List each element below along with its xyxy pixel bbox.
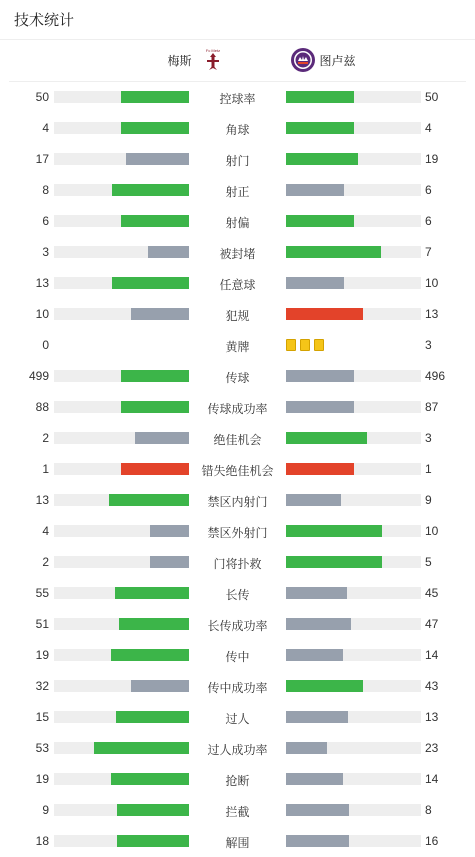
stat-label: 禁区内射门 — [207, 495, 268, 509]
away-value: 4 — [425, 121, 432, 135]
stat-label: 长传 — [225, 588, 250, 602]
home-bar-track — [54, 308, 189, 320]
away-value: 14 — [425, 772, 439, 786]
away-bar — [286, 153, 358, 165]
away-bar — [286, 773, 343, 785]
stat-label: 犯规 — [225, 309, 250, 323]
stat-label: 过人 — [225, 712, 250, 726]
stat-label: 角球 — [225, 123, 250, 137]
svg-text:Fc Metz: Fc Metz — [205, 48, 220, 53]
home-bar — [94, 742, 189, 754]
away-value: 14 — [425, 648, 439, 662]
away-bar — [286, 215, 354, 227]
teams-row — [9, 40, 466, 82]
stat-row — [0, 485, 475, 516]
stat-label: 解围 — [225, 836, 250, 850]
away-bar-track — [286, 432, 421, 444]
away-value: 16 — [425, 834, 439, 848]
home-bar-track — [54, 494, 189, 506]
home-bar-track — [54, 370, 189, 382]
home-bar — [150, 525, 189, 537]
stats-header — [0, 0, 475, 40]
away-bar-track — [286, 680, 421, 692]
home-team[interactable] — [167, 47, 225, 73]
away-bar — [286, 401, 354, 413]
stat-row — [0, 423, 475, 454]
away-value: 9 — [425, 493, 432, 507]
stat-row — [0, 764, 475, 795]
home-bar — [112, 184, 189, 196]
away-bar-track — [286, 711, 421, 723]
home-bar — [119, 618, 189, 630]
stat-row — [0, 640, 475, 671]
away-bar — [286, 91, 354, 103]
stat-label: 射正 — [225, 185, 250, 199]
away-bar — [286, 742, 327, 754]
away-bar-track — [286, 742, 421, 754]
stat-label: 传中成功率 — [207, 681, 268, 695]
home-value: 8 — [42, 183, 49, 197]
away-bar — [286, 184, 344, 196]
home-value: 53 — [35, 741, 49, 755]
home-bar-track — [54, 804, 189, 816]
away-value: 8 — [425, 803, 432, 817]
home-bar — [121, 215, 189, 227]
away-value: 13 — [425, 710, 439, 724]
home-value: 19 — [35, 772, 49, 786]
home-bar-track — [54, 649, 189, 661]
away-bar — [286, 680, 363, 692]
away-value: 47 — [425, 617, 439, 631]
away-bar-track — [286, 556, 421, 568]
away-bar-track — [286, 184, 421, 196]
away-bar-track — [286, 835, 421, 847]
stat-label: 射门 — [225, 154, 250, 168]
stat-row — [0, 237, 475, 268]
stat-label: 传中 — [225, 650, 250, 664]
stat-label: 控球率 — [219, 92, 256, 106]
away-bar — [286, 370, 354, 382]
home-value: 9 — [42, 803, 49, 817]
away-value: 1 — [425, 462, 432, 476]
stat-row — [0, 702, 475, 733]
stat-label: 黄牌 — [225, 340, 250, 354]
home-bar — [126, 153, 189, 165]
away-bar — [286, 432, 367, 444]
home-bar — [148, 246, 189, 258]
toulouse-crest-icon — [290, 47, 316, 73]
home-bar-track — [54, 556, 189, 568]
stat-label: 长传成功率 — [207, 619, 268, 633]
home-value: 50 — [35, 90, 49, 104]
home-value: 4 — [42, 121, 49, 135]
stat-row — [0, 206, 475, 237]
stat-label: 传球 — [225, 371, 250, 385]
home-value: 3 — [42, 245, 49, 259]
home-value: 6 — [42, 214, 49, 228]
away-bar — [286, 246, 381, 258]
stat-label: 拦截 — [225, 805, 250, 819]
stat-row — [0, 392, 475, 423]
stat-label: 错失绝佳机会 — [201, 464, 274, 478]
away-bar — [286, 308, 363, 320]
stat-row — [0, 795, 475, 826]
away-bar-track — [286, 649, 421, 661]
away-value: 3 — [425, 431, 432, 445]
away-bar-track — [286, 401, 421, 413]
home-value: 55 — [35, 586, 49, 600]
home-value: 13 — [35, 493, 49, 507]
away-value: 23 — [425, 741, 439, 755]
home-bar-track — [54, 277, 189, 289]
away-bar-track — [286, 91, 421, 103]
yellow-card-icon — [314, 339, 324, 351]
stat-label: 过人成功率 — [207, 743, 268, 757]
home-value: 13 — [35, 276, 49, 290]
home-bar — [111, 649, 189, 661]
stat-row — [0, 299, 475, 330]
away-value: 13 — [425, 307, 439, 321]
away-value: 6 — [425, 183, 432, 197]
home-bar — [121, 401, 189, 413]
home-bar-track — [54, 587, 189, 599]
away-bar — [286, 525, 382, 537]
away-bar-track — [286, 122, 421, 134]
home-team-name: 梅斯 — [167, 53, 192, 68]
away-value: 43 — [425, 679, 439, 693]
home-bar — [150, 556, 189, 568]
home-bar — [116, 711, 189, 723]
stat-row — [0, 454, 475, 485]
stats-list — [0, 82, 475, 857]
away-bar-track — [286, 370, 421, 382]
home-value: 0 — [42, 338, 49, 352]
home-value: 51 — [35, 617, 49, 631]
away-bar-track — [286, 773, 421, 785]
stat-row — [0, 330, 475, 361]
stat-label: 禁区外射门 — [207, 526, 268, 540]
home-bar-track — [54, 773, 189, 785]
home-bar-track — [54, 742, 189, 754]
home-bar — [117, 804, 189, 816]
away-value: 5 — [425, 555, 432, 569]
home-bar — [121, 463, 189, 475]
stat-label: 抢断 — [225, 774, 250, 788]
home-bar — [112, 277, 189, 289]
home-value: 2 — [42, 555, 49, 569]
home-value: 17 — [35, 152, 49, 166]
away-bar-track — [286, 587, 421, 599]
away-value: 10 — [425, 524, 439, 538]
yellow-card-icon — [286, 339, 296, 351]
home-bar-track — [54, 122, 189, 134]
away-bar-track — [286, 153, 421, 165]
away-value: 3 — [425, 338, 432, 352]
stat-row — [0, 268, 475, 299]
away-bar — [286, 835, 349, 847]
home-value: 32 — [35, 679, 49, 693]
away-bar — [286, 556, 382, 568]
stat-row — [0, 578, 475, 609]
home-bar-track — [54, 680, 189, 692]
stat-label: 被封堵 — [219, 247, 256, 261]
stat-label: 射偏 — [225, 216, 250, 230]
home-bar — [121, 91, 189, 103]
away-bar — [286, 122, 354, 134]
away-bar-track — [286, 525, 421, 537]
away-bar-track — [286, 618, 421, 630]
away-bar-track — [286, 494, 421, 506]
home-value: 10 — [35, 307, 49, 321]
home-bar-track — [54, 91, 189, 103]
away-bar — [286, 618, 351, 630]
away-bar — [286, 277, 344, 289]
home-bar-track — [54, 463, 189, 475]
away-value: 87 — [425, 400, 439, 414]
home-value: 2 — [42, 431, 49, 445]
away-bar-track — [286, 277, 421, 289]
home-value: 15 — [35, 710, 49, 724]
away-team-name: 图卢兹 — [319, 53, 356, 68]
home-bar-track — [54, 401, 189, 413]
page-title: 技术统计 — [14, 12, 75, 29]
stat-row — [0, 671, 475, 702]
home-bar-track — [54, 215, 189, 227]
home-bar — [121, 122, 189, 134]
away-value: 496 — [425, 369, 446, 383]
away-team[interactable] — [290, 47, 356, 73]
stat-label: 门将扑救 — [213, 557, 262, 571]
away-bar-track — [286, 463, 421, 475]
away-bar-track — [286, 804, 421, 816]
home-value: 88 — [35, 400, 49, 414]
home-bar — [109, 494, 189, 506]
home-bar-track — [54, 432, 189, 444]
away-value: 6 — [425, 214, 432, 228]
away-bar-track — [286, 308, 421, 320]
away-value: 19 — [425, 152, 439, 166]
home-value: 4 — [42, 524, 49, 538]
home-bar — [111, 773, 189, 785]
stat-row — [0, 516, 475, 547]
away-bar — [286, 494, 341, 506]
home-bar — [117, 835, 189, 847]
away-bar — [286, 804, 349, 816]
stat-row — [0, 826, 475, 857]
away-bar — [286, 587, 347, 599]
home-bar-track — [54, 153, 189, 165]
away-value: 10 — [425, 276, 439, 290]
stat-label: 任意球 — [219, 278, 256, 292]
home-bar — [131, 680, 189, 692]
stat-row — [0, 361, 475, 392]
home-bar — [131, 308, 189, 320]
home-bar-track — [54, 246, 189, 258]
home-value: 1 — [42, 462, 49, 476]
stat-label: 绝佳机会 — [213, 433, 262, 447]
stat-row — [0, 144, 475, 175]
stat-row — [0, 547, 475, 578]
home-bar-track — [54, 184, 189, 196]
stat-row — [0, 733, 475, 764]
home-value: 18 — [35, 834, 49, 848]
yellow-cards — [286, 339, 324, 351]
home-bar-track — [54, 525, 189, 537]
home-bar — [135, 432, 189, 444]
home-value: 19 — [35, 648, 49, 662]
stat-row — [0, 82, 475, 113]
home-bar-track — [54, 835, 189, 847]
home-bar — [121, 370, 189, 382]
away-value: 7 — [425, 245, 432, 259]
away-bar — [286, 463, 354, 475]
metz-crest-icon — [200, 47, 226, 73]
stat-row — [0, 175, 475, 206]
stat-row — [0, 113, 475, 144]
stat-label: 传球成功率 — [207, 402, 268, 416]
stat-row — [0, 609, 475, 640]
yellow-card-icon — [300, 339, 310, 351]
away-value: 45 — [425, 586, 439, 600]
away-bar-track — [286, 215, 421, 227]
away-bar — [286, 711, 348, 723]
home-bar-track — [54, 711, 189, 723]
home-bar-track — [54, 618, 189, 630]
home-value: 499 — [28, 369, 49, 383]
away-value: 50 — [425, 90, 439, 104]
away-bar — [286, 649, 343, 661]
away-bar-track — [286, 246, 421, 258]
home-bar — [115, 587, 189, 599]
